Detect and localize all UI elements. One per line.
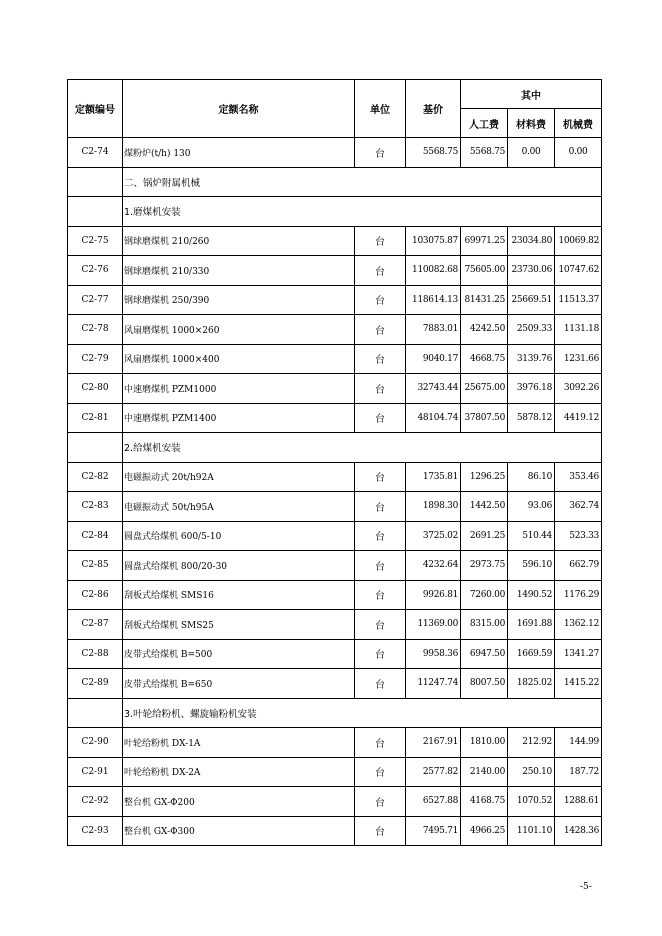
section-row [68,698,602,728]
table-row [68,551,602,581]
table-row [68,226,602,256]
row-machine-cost: 353.46 [555,462,602,492]
row-machine-cost: 11513.37 [555,285,602,315]
row-base-price: 3725.02 [406,521,461,551]
section-code-cell [68,433,123,463]
row-unit: 台 [355,757,406,787]
section-title: 二、锅炉附属机械 [123,167,602,197]
header-labor: 人工费 [461,109,508,138]
row-name: 钢球磨煤机 210/260 [123,226,355,256]
row-name: 叶轮给粉机 DX-1A [123,728,355,758]
table-row [68,757,602,787]
header-material: 材料费 [508,109,555,138]
table-row [68,669,602,699]
row-base-price: 9040.17 [406,344,461,374]
row-machine-cost: 3092.26 [555,374,602,404]
row-material-cost: 1825.02 [508,669,555,699]
row-material-cost: 596.10 [508,551,555,581]
row-machine-cost: 1341.27 [555,639,602,669]
row-unit: 台 [355,580,406,610]
row-name: 圆盘式给煤机 600/5-10 [123,521,355,551]
row-unit: 台 [355,226,406,256]
row-labor-cost: 4668.75 [461,344,508,374]
table-header [68,80,602,138]
row-unit: 台 [355,787,406,817]
table-row [68,787,602,817]
row-code: C2-85 [68,551,123,581]
row-material-cost: 5878.12 [508,403,555,433]
row-labor-cost: 8007.50 [461,669,508,699]
row-base-price: 103075.87 [406,226,461,256]
table-row [68,580,602,610]
row-machine-cost: 4419.12 [555,403,602,433]
row-unit: 台 [355,816,406,846]
row-material-cost: 0.00 [508,138,555,168]
header-code: 定额编号 [68,80,123,138]
row-material-cost: 25669.51 [508,285,555,315]
row-code: C2-83 [68,492,123,522]
row-labor-cost: 5568.75 [461,138,508,168]
row-code: C2-90 [68,728,123,758]
row-material-cost: 250.10 [508,757,555,787]
section-title: 3.叶轮给粉机、螺旋输粉机安装 [123,698,602,728]
row-material-cost: 3976.18 [508,374,555,404]
section-title: 2.给煤机安装 [123,433,602,463]
row-unit: 台 [355,610,406,640]
row-base-price: 6527.88 [406,787,461,817]
row-name: 电磁振动式 20t/h92A [123,462,355,492]
row-machine-cost: 1415.22 [555,669,602,699]
row-machine-cost: 362.74 [555,492,602,522]
row-unit: 台 [355,256,406,286]
row-unit: 台 [355,492,406,522]
row-name: 电磁振动式 50t/h95A [123,492,355,522]
row-base-price: 48104.74 [406,403,461,433]
row-code: C2-82 [68,462,123,492]
row-labor-cost: 4966.25 [461,816,508,846]
row-code: C2-92 [68,787,123,817]
table-row [68,462,602,492]
row-code: C2-86 [68,580,123,610]
row-name: 皮带式给煤机 B=500 [123,639,355,669]
row-code: C2-74 [68,138,123,168]
row-labor-cost: 8315.00 [461,610,508,640]
section-code-cell [68,197,123,227]
row-unit: 台 [355,521,406,551]
row-name: 刮板式给煤机 SMS25 [123,610,355,640]
row-machine-cost: 662.79 [555,551,602,581]
row-labor-cost: 69971.25 [461,226,508,256]
row-material-cost: 1490.52 [508,580,555,610]
row-name: 叶轮给粉机 DX-2A [123,757,355,787]
row-unit: 台 [355,669,406,699]
row-code: C2-84 [68,521,123,551]
row-code: C2-88 [68,639,123,669]
row-machine-cost: 523.33 [555,521,602,551]
table-row [68,728,602,758]
row-labor-cost: 6947.50 [461,639,508,669]
row-base-price: 4232.64 [406,551,461,581]
quota-table [67,79,602,846]
row-material-cost: 3139.76 [508,344,555,374]
table-row [68,639,602,669]
header-name: 定额名称 [123,80,355,138]
row-name: 整台机 GX-Φ300 [123,816,355,846]
row-base-price: 32743.44 [406,374,461,404]
row-name: 钢球磨煤机 210/330 [123,256,355,286]
table-row [68,816,602,846]
row-material-cost: 93.06 [508,492,555,522]
row-base-price: 1735.81 [406,462,461,492]
row-machine-cost: 1131.18 [555,315,602,345]
row-material-cost: 23730.06 [508,256,555,286]
row-unit: 台 [355,462,406,492]
row-name: 圆盘式给煤机 800/20-30 [123,551,355,581]
row-base-price: 2577.82 [406,757,461,787]
section-code-cell [68,698,123,728]
row-machine-cost: 1288.61 [555,787,602,817]
row-unit: 台 [355,138,406,168]
row-labor-cost: 1442.50 [461,492,508,522]
row-labor-cost: 7260.00 [461,580,508,610]
row-machine-cost: 10069.82 [555,226,602,256]
table-row [68,315,602,345]
table-row [68,374,602,404]
row-code: C2-80 [68,374,123,404]
row-labor-cost: 37807.50 [461,403,508,433]
row-name: 皮带式给煤机 B=650 [123,669,355,699]
row-material-cost: 1691.88 [508,610,555,640]
row-base-price: 2167.91 [406,728,461,758]
row-name: 中速磨煤机 PZM1400 [123,403,355,433]
row-labor-cost: 1810.00 [461,728,508,758]
row-base-price: 118614.13 [406,285,461,315]
row-unit: 台 [355,551,406,581]
section-row [68,197,602,227]
row-machine-cost: 1362.12 [555,610,602,640]
row-machine-cost: 1428.36 [555,816,602,846]
row-name: 风扇磨煤机 1000×400 [123,344,355,374]
table-row [68,403,602,433]
row-name: 中速磨煤机 PZM1000 [123,374,355,404]
row-name: 煤粉炉(t/h) 130 [123,138,355,168]
table-row [68,256,602,286]
row-base-price: 5568.75 [406,138,461,168]
section-code-cell [68,167,123,197]
row-code: C2-87 [68,610,123,640]
row-code: C2-75 [68,226,123,256]
row-code: C2-93 [68,816,123,846]
row-base-price: 110082.68 [406,256,461,286]
page-number: -5- [580,882,592,892]
row-base-price: 9958.36 [406,639,461,669]
row-material-cost: 86.10 [508,462,555,492]
row-name: 整台机 GX-Φ200 [123,787,355,817]
row-machine-cost: 1176.29 [555,580,602,610]
header-among: 其中 [461,80,602,109]
row-unit: 台 [355,285,406,315]
row-material-cost: 212.92 [508,728,555,758]
row-code: C2-81 [68,403,123,433]
row-name: 钢球磨煤机 250/390 [123,285,355,315]
table-body [68,138,602,846]
row-labor-cost: 1296.25 [461,462,508,492]
row-material-cost: 23034.80 [508,226,555,256]
row-base-price: 11369.00 [406,610,461,640]
row-code: C2-76 [68,256,123,286]
row-base-price: 7495.71 [406,816,461,846]
row-material-cost: 1070.52 [508,787,555,817]
row-labor-cost: 81431.25 [461,285,508,315]
row-unit: 台 [355,639,406,669]
row-machine-cost: 10747.62 [555,256,602,286]
row-base-price: 1898.30 [406,492,461,522]
table-row [68,610,602,640]
section-title: 1.磨煤机安装 [123,197,602,227]
table-row [68,521,602,551]
row-code: C2-89 [68,669,123,699]
row-labor-cost: 25675.00 [461,374,508,404]
row-material-cost: 2509.33 [508,315,555,345]
row-machine-cost: 187.72 [555,757,602,787]
row-labor-cost: 75605.00 [461,256,508,286]
header-unit: 单位 [355,80,406,138]
row-unit: 台 [355,374,406,404]
row-unit: 台 [355,728,406,758]
row-name: 刮板式给煤机 SMS16 [123,580,355,610]
row-labor-cost: 2140.00 [461,757,508,787]
table-row [68,138,602,168]
row-material-cost: 510.44 [508,521,555,551]
table-row [68,492,602,522]
row-labor-cost: 4242.50 [461,315,508,345]
row-machine-cost: 1231.66 [555,344,602,374]
row-unit: 台 [355,403,406,433]
row-machine-cost: 144.99 [555,728,602,758]
row-material-cost: 1669.59 [508,639,555,669]
row-labor-cost: 2691.25 [461,521,508,551]
row-labor-cost: 2973.75 [461,551,508,581]
header-base-price: 基价 [406,80,461,138]
row-code: C2-77 [68,285,123,315]
header-machine: 机械费 [555,109,602,138]
row-unit: 台 [355,315,406,345]
row-code: C2-78 [68,315,123,345]
row-code: C2-79 [68,344,123,374]
row-unit: 台 [355,344,406,374]
section-row [68,433,602,463]
row-code: C2-91 [68,757,123,787]
row-base-price: 7883.01 [406,315,461,345]
section-row [68,167,602,197]
row-base-price: 11247.74 [406,669,461,699]
row-material-cost: 1101.10 [508,816,555,846]
table-row [68,344,602,374]
row-machine-cost: 0.00 [555,138,602,168]
row-labor-cost: 4168.75 [461,787,508,817]
row-name: 风扇磨煤机 1000×260 [123,315,355,345]
row-base-price: 9926.81 [406,580,461,610]
table-row [68,285,602,315]
